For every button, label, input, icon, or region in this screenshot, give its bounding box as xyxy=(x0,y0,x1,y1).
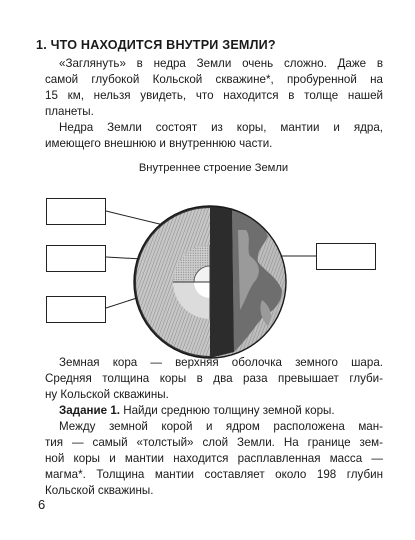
mantle-line: Кольской скважины. xyxy=(45,484,154,497)
mantle-line: магма*. Толщина мантии составляет около 198 глубин xyxy=(45,468,383,481)
answer-box-2[interactable] xyxy=(46,245,106,272)
intro-line: планеты. xyxy=(45,105,94,118)
mantle-paragraph xyxy=(45,419,383,499)
task-label: Задание 1. xyxy=(59,404,120,417)
task-text: Найди среднюю толщину земной коры. xyxy=(120,404,335,417)
structure-line: имеющего внешнюю и внутреннюю части. xyxy=(45,137,273,150)
mantle-line: ной коры и мантии находится расплавленная масса — xyxy=(45,452,383,465)
crust-paragraph xyxy=(45,355,383,403)
crust-line: Земная кора — верхняя оболочка земного шара. xyxy=(59,356,383,369)
mantle-line: тия — самый «толстый» слой Земли. На границе зем- xyxy=(45,436,383,449)
intro-line: самой глубокой Кольской скважине*, пробуренной на xyxy=(45,73,383,86)
crust-line: ну Кольской скважины. xyxy=(45,388,169,401)
answer-box-1[interactable] xyxy=(46,198,106,225)
crust-line: Средняя толщина коры в два раза превышает глуби- xyxy=(45,372,383,385)
task-line xyxy=(45,403,383,419)
intro-line: «Заглянуть» в недра Земли очень сложно. Даже в xyxy=(59,57,383,70)
diagram-title: Внутреннее строение Земли xyxy=(138,162,289,174)
section-heading: 1. ЧТО НАХОДИТСЯ ВНУТРИ ЗЕМЛИ? xyxy=(36,38,276,52)
structure-line: Недра Земли состоят из коры, мантии и ядра, xyxy=(59,121,383,134)
page-number: 6 xyxy=(38,497,46,512)
task-paragraph xyxy=(45,403,383,419)
answer-box-3[interactable] xyxy=(46,296,106,323)
answer-box-4[interactable] xyxy=(316,243,376,270)
mantle-line: Между земной корой и ядром расположена ман- xyxy=(59,420,383,433)
intro-line: 15 км, нельзя увидеть, что находится в толще нашей xyxy=(45,89,383,102)
